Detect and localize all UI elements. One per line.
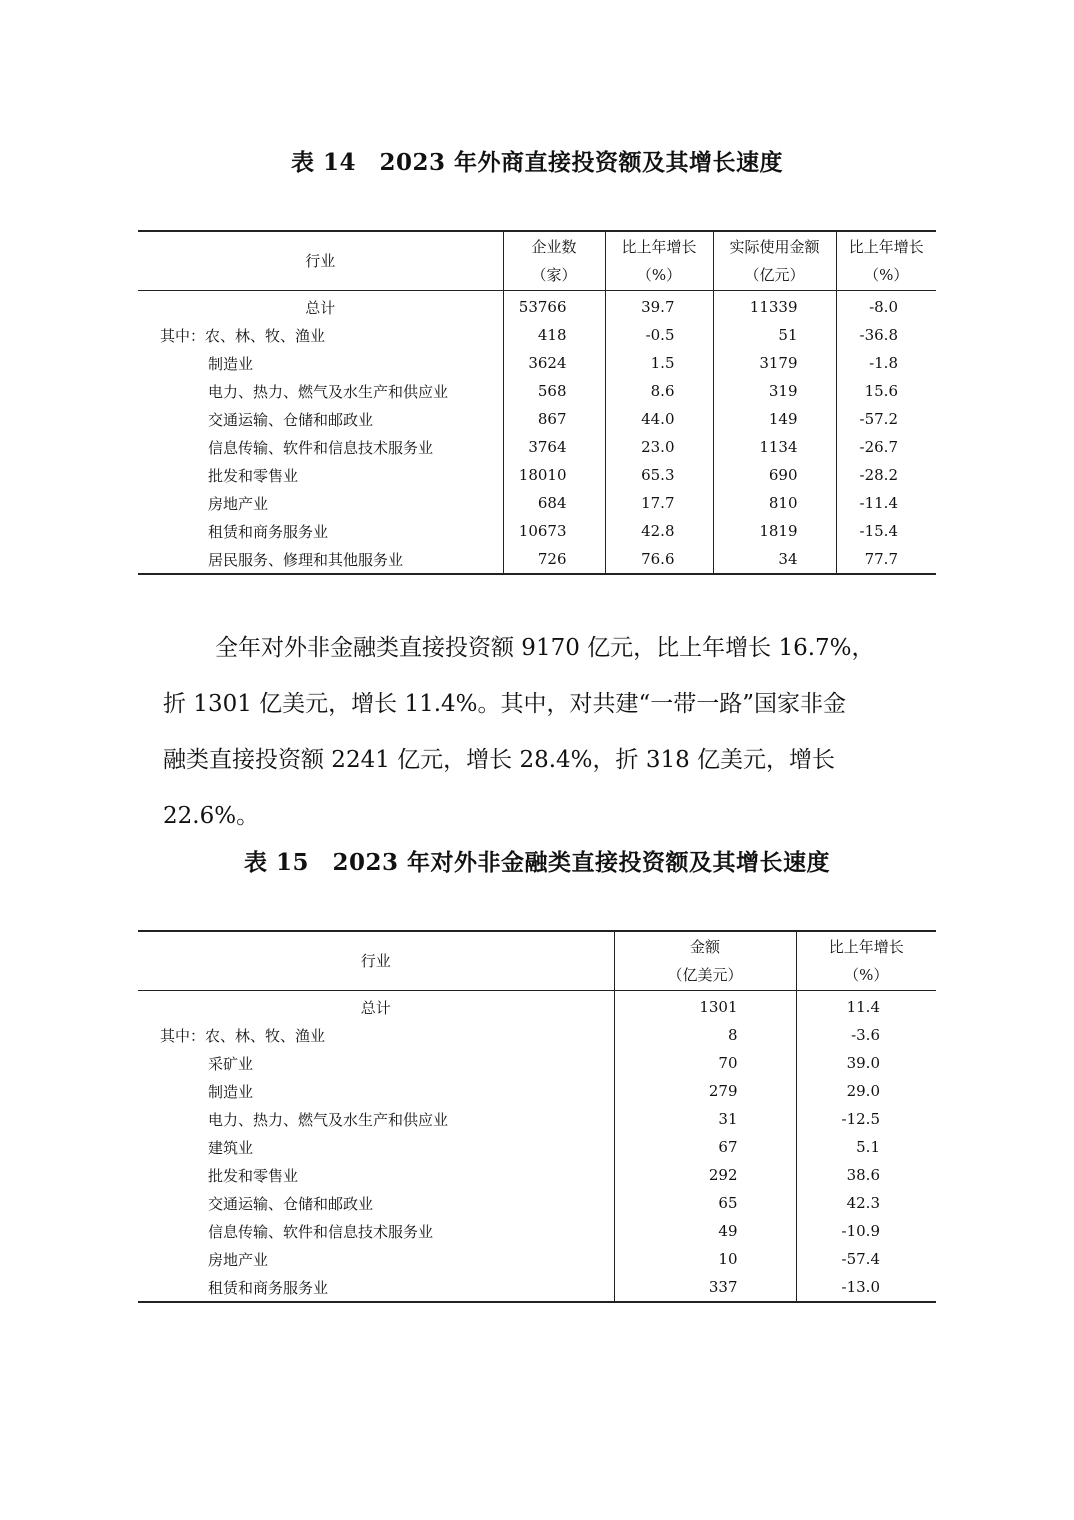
table15-title: 表 15 2023 年对外非金融类直接投资额及其增长速度 <box>243 849 831 876</box>
table-row <box>138 489 936 517</box>
cell-value: 70 <box>614 1049 796 1077</box>
row-label: 交通运输、仓储和邮政业 <box>208 1194 374 1213</box>
cell-value: -57.2 <box>836 405 936 433</box>
cell-value: -15.4 <box>836 517 936 545</box>
cell-value: -36.8 <box>836 321 936 349</box>
column-header-label: 比上年增长 <box>828 938 904 956</box>
cell-value: 34 <box>713 545 836 574</box>
cell-value: -8.0 <box>836 291 936 322</box>
column-header-unit: （亿元） <box>744 266 805 284</box>
cell-value: 65.3 <box>605 461 713 489</box>
cell-value: 11.4 <box>796 991 936 1022</box>
cell-value: 65 <box>614 1189 796 1217</box>
body-paragraph <box>163 620 923 844</box>
table-row <box>138 1021 936 1049</box>
table-row <box>138 405 936 433</box>
column-header-label: 金额 <box>689 938 720 956</box>
cell-value: -3.6 <box>796 1021 936 1049</box>
column-header <box>138 231 503 291</box>
row-label: 采矿业 <box>208 1054 254 1073</box>
cell-value: 3764 <box>503 433 605 461</box>
paragraph-line-1: 全年对外非金融类直接投资额 9170 亿元，比上年增长 16.7%， <box>215 635 875 661</box>
cell-value: 418 <box>503 321 605 349</box>
row-label: 其中：农、林、牧、渔业 <box>160 1026 326 1045</box>
row-label: 总计 <box>305 298 336 317</box>
cell-value: -12.5 <box>796 1105 936 1133</box>
cell-value: 76.6 <box>605 545 713 574</box>
cell-value: 39.0 <box>796 1049 936 1077</box>
cell-value: 3624 <box>503 349 605 377</box>
cell-value: 67 <box>614 1133 796 1161</box>
row-label: 建筑业 <box>208 1138 254 1157</box>
column-header-unit: （亿美元） <box>667 966 743 984</box>
column-header-label: 比上年增长 <box>848 238 924 256</box>
table-row <box>138 349 936 377</box>
paragraph-line-3: 融类直接投资额 2241 亿元，增长 28.4%，折 318 亿美元，增长 22.6%。 <box>163 747 836 829</box>
table-15 <box>138 930 936 1303</box>
row-label: 批发和零售业 <box>208 1166 299 1185</box>
cell-value: 319 <box>713 377 836 405</box>
column-header <box>713 231 836 291</box>
cell-value: 77.7 <box>836 545 936 574</box>
paragraph-line-2: 折 1301 亿美元，增长 11.4%。其中，对共建“一带一路”国家非金 <box>163 691 847 717</box>
table15-header-row <box>138 931 936 991</box>
table-row <box>138 433 936 461</box>
table-row <box>138 1161 936 1189</box>
cell-value: 39.7 <box>605 291 713 322</box>
cell-value: 1301 <box>614 991 796 1022</box>
row-label: 信息传输、软件和信息技术服务业 <box>208 1222 434 1241</box>
cell-value: 8 <box>614 1021 796 1049</box>
column-header <box>836 231 936 291</box>
cell-value: 149 <box>713 405 836 433</box>
row-label: 其中：农、林、牧、渔业 <box>160 326 326 345</box>
table-row <box>138 1133 936 1161</box>
cell-value: 44.0 <box>605 405 713 433</box>
cell-value: -1.8 <box>836 349 936 377</box>
row-label: 制造业 <box>208 354 254 373</box>
column-header-unit: （%） <box>636 266 682 284</box>
column-header-unit: （%） <box>864 266 909 284</box>
table-row <box>138 321 936 349</box>
column-header-unit: （家） <box>531 266 577 284</box>
cell-value: 23.0 <box>605 433 713 461</box>
cell-value: 49 <box>614 1217 796 1245</box>
table-row <box>138 1273 936 1302</box>
cell-value: 684 <box>503 489 605 517</box>
table14-title: 表 14 2023 年外商直接投资额及其增长速度 <box>290 149 784 176</box>
cell-value: 10673 <box>503 517 605 545</box>
row-label: 信息传输、软件和信息技术服务业 <box>208 438 434 457</box>
cell-value: 42.3 <box>796 1189 936 1217</box>
cell-value: 15.6 <box>836 377 936 405</box>
row-label: 交通运输、仓储和邮政业 <box>208 410 374 429</box>
column-header-label: 实际使用金额 <box>729 238 820 256</box>
cell-value: 5.1 <box>796 1133 936 1161</box>
cell-value: 53766 <box>503 291 605 322</box>
table14-header-row <box>138 231 936 291</box>
cell-value: -26.7 <box>836 433 936 461</box>
row-label: 租赁和商务服务业 <box>208 1278 329 1297</box>
row-label: 房地产业 <box>208 494 269 513</box>
table-row <box>138 517 936 545</box>
cell-value: 292 <box>614 1161 796 1189</box>
cell-value: -13.0 <box>796 1273 936 1302</box>
cell-value: 17.7 <box>605 489 713 517</box>
column-header <box>614 931 796 991</box>
row-label: 制造业 <box>208 1082 254 1101</box>
table-14 <box>138 230 936 575</box>
table-row <box>138 991 936 1022</box>
cell-value: -0.5 <box>605 321 713 349</box>
cell-value: 8.6 <box>605 377 713 405</box>
column-header <box>605 231 713 291</box>
cell-value: -10.9 <box>796 1217 936 1245</box>
row-label: 电力、热力、燃气及水生产和供应业 <box>208 1110 449 1129</box>
cell-value: 51 <box>713 321 836 349</box>
cell-value: 18010 <box>503 461 605 489</box>
column-header-label: 企业数 <box>531 238 577 256</box>
cell-value: 42.8 <box>605 517 713 545</box>
table-row <box>138 1105 936 1133</box>
table-row <box>138 1245 936 1273</box>
table-row <box>138 1189 936 1217</box>
column-header <box>138 931 614 991</box>
column-header-label: 比上年增长 <box>621 238 697 256</box>
table-row <box>138 1049 936 1077</box>
cell-value: 31 <box>614 1105 796 1133</box>
cell-value: 11339 <box>713 291 836 322</box>
cell-value: 38.6 <box>796 1161 936 1189</box>
cell-value: 1134 <box>713 433 836 461</box>
table-row <box>138 1217 936 1245</box>
cell-value: -57.4 <box>796 1245 936 1273</box>
table-row <box>138 377 936 405</box>
column-header-label: 行业 <box>360 952 391 970</box>
column-header <box>796 931 936 991</box>
row-label: 房地产业 <box>208 1250 269 1269</box>
cell-value: 810 <box>713 489 836 517</box>
cell-value: 726 <box>503 545 605 574</box>
row-label: 租赁和商务服务业 <box>208 522 329 541</box>
cell-value: 279 <box>614 1077 796 1105</box>
row-label: 批发和零售业 <box>208 466 299 485</box>
table-row <box>138 545 936 574</box>
row-label: 总计 <box>360 998 391 1017</box>
cell-value: 3179 <box>713 349 836 377</box>
cell-value: 1819 <box>713 517 836 545</box>
cell-value: 690 <box>713 461 836 489</box>
cell-value: 568 <box>503 377 605 405</box>
cell-value: 29.0 <box>796 1077 936 1105</box>
row-label: 居民服务、修理和其他服务业 <box>208 550 404 569</box>
cell-value: -28.2 <box>836 461 936 489</box>
cell-value: 1.5 <box>605 349 713 377</box>
table-row <box>138 291 936 322</box>
column-header-unit: （%） <box>844 966 889 984</box>
cell-value: 867 <box>503 405 605 433</box>
cell-value: 10 <box>614 1245 796 1273</box>
column-header-label: 行业 <box>305 252 336 270</box>
column-header <box>503 231 605 291</box>
table-row <box>138 461 936 489</box>
cell-value: -11.4 <box>836 489 936 517</box>
table-row <box>138 1077 936 1105</box>
row-label: 电力、热力、燃气及水生产和供应业 <box>208 382 449 401</box>
cell-value: 337 <box>614 1273 796 1302</box>
